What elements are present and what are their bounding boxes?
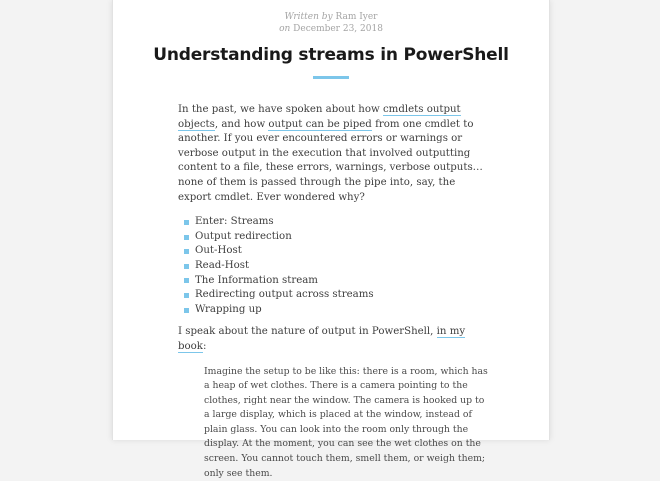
intro-text-3: from one cmdlet to another. If you ever encountered errors or warnings or verbose output in the execution that involved outputting content to a file, these errors, warnings, verbose outputs… none of them is passed through the pipe into, say, the export cmdlet. Ever wondered why? (178, 119, 483, 203)
toc-item[interactable] (184, 215, 488, 230)
in-my-book-link[interactable]: in my book (178, 326, 465, 353)
book-quote: Imagine the setup to be like this: there is a room, which has a heap of wet clothes. There is a camera pointing to the clothes, right near the window. The camera is hooked up to a large display, which is placed at the window, instead of plain glass. You can look into the room only through the display. At the moment, you can see the wet clothes on the screen. You cannot touch them, smell them, or weigh them; only see them. (204, 365, 488, 481)
toc-item-label: The Information stream (195, 274, 318, 289)
date-line (113, 23, 549, 35)
toc-item[interactable] (184, 244, 488, 259)
toc-item[interactable] (184, 303, 488, 318)
toc-item[interactable] (184, 230, 488, 245)
toc-item-label: Out-Host (195, 244, 242, 259)
intro-text-2: , and how (215, 119, 269, 130)
toc-item-label: Wrapping up (195, 303, 262, 318)
article-body (178, 103, 488, 481)
page-title: Understanding streams in PowerShell (113, 45, 549, 65)
bullet-icon (184, 308, 189, 313)
cmdlets-output-objects-link[interactable]: cmdlets output objects (178, 104, 461, 131)
intro-text-1: In the past, we have spoken about how (178, 104, 383, 115)
toc-item-label: Enter: Streams (195, 215, 274, 230)
bullet-icon (184, 220, 189, 225)
toc-item[interactable] (184, 259, 488, 274)
author-name: Ram Iyer (335, 12, 377, 22)
toc-item-label: Read-Host (195, 259, 249, 274)
toc-item[interactable] (184, 288, 488, 303)
written-by-label: Written by (285, 12, 333, 22)
book-text-2: : (203, 341, 206, 352)
post-date: December 23, 2018 (293, 24, 383, 34)
table-of-contents (178, 215, 488, 317)
article-meta (113, 11, 549, 35)
toc-item-label: Redirecting output across streams (195, 288, 374, 303)
intro-paragraph (178, 103, 488, 205)
bullet-icon (184, 235, 189, 240)
bullet-icon (184, 264, 189, 269)
article-page (112, 0, 550, 440)
book-paragraph (178, 325, 488, 354)
book-text-1: I speak about the nature of output in PowerShell, (178, 326, 437, 337)
date-prefix: on (279, 24, 290, 34)
bullet-icon (184, 278, 189, 283)
toc-item[interactable] (184, 274, 488, 289)
title-underline (313, 76, 349, 79)
output-can-be-piped-link[interactable]: output can be piped (268, 119, 371, 131)
bullet-icon (184, 293, 189, 298)
bullet-icon (184, 249, 189, 254)
toc-item-label: Output redirection (195, 230, 292, 245)
author-line (113, 11, 549, 23)
